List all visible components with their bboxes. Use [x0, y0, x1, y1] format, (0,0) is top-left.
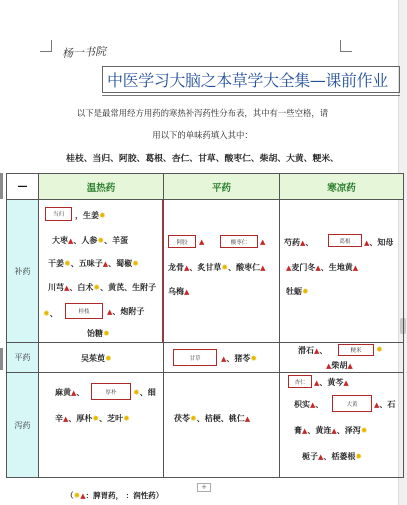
mushroom-drop-icon: ▲ [244, 415, 251, 423]
sun-icon: ✹ [250, 354, 258, 363]
answer-box[interactable]: 杏仁 [288, 375, 312, 388]
herb-text: 龙骨▲、炙甘草✹、酸枣仁▲ [168, 263, 266, 272]
mushroom-drop-icon: ▲ [302, 427, 308, 435]
herb-property-table [6, 173, 404, 478]
row-header-tonify: 补药 [7, 200, 39, 343]
sun-icon: ✹ [360, 426, 368, 435]
mushroom-drop-icon: ▲ [260, 238, 266, 246]
sun-icon: ✹ [103, 329, 110, 338]
herb-text: 大枣▲、人参✹、羊蛋 [52, 236, 129, 245]
herb-text: 芍药▲、 [284, 238, 314, 247]
mushroom-drop-icon: ▲ [64, 284, 70, 292]
herb-text: ▲、炮附子 [107, 307, 145, 316]
mushroom-drop-icon: ▲ [314, 347, 320, 355]
mushroom-drop-icon: ▲ [199, 238, 205, 246]
herb-text: ▲柴胡▲ [326, 361, 353, 370]
mushroom-drop-icon: ▲ [315, 264, 321, 272]
table-corner: — [7, 174, 39, 200]
cell-neutral-warm [39, 343, 164, 373]
herb-text: ▲、石 [374, 400, 396, 409]
mushroom-drop-icon: ▲ [68, 237, 74, 245]
title-rule [102, 95, 400, 96]
row-header-purge: 泻药 [7, 373, 39, 478]
cell-tonify-warm [39, 200, 164, 343]
answer-box[interactable]: 桂枝 [65, 303, 103, 319]
left-margin-bar [0, 348, 3, 370]
mushroom-drop-icon: ▲ [102, 260, 109, 268]
mushroom-drop-icon: ▲ [184, 288, 190, 296]
herb-list: 桂枝、当归、阿胶、葛根、杏仁、甘草、酸枣仁、柴胡、大黄、粳米、 [66, 154, 339, 164]
mushroom-drop-icon: ▲ [364, 239, 370, 247]
mushroom-drop-icon: ▲ [71, 389, 77, 397]
answer-box[interactable]: 阿胶 [168, 235, 196, 248]
mushroom-drop-icon: ▲ [314, 379, 320, 387]
legend: （✹▲：脾胃药， ：润性药） [66, 491, 164, 500]
answer-box[interactable]: 厚朴 [91, 383, 131, 400]
sun-icon: ✹ [355, 452, 363, 461]
cell-purge-cold [280, 373, 404, 478]
herb-text: 饴糖✹ [87, 329, 110, 338]
herb-text: 枳实▲、 [294, 400, 324, 409]
herb-text: 栀子▲、栝蒌根✹ [302, 452, 363, 461]
answer-box[interactable]: 酸枣仁 [220, 235, 258, 248]
cell-tonify-cold [280, 200, 404, 343]
mushroom-drop-icon: ▲ [326, 362, 332, 370]
answer-box[interactable]: 甘草 [173, 349, 217, 366]
sun-icon: ✹ [64, 259, 71, 268]
herb-text: 麻黄▲、 [55, 388, 85, 397]
herb-text [376, 345, 383, 354]
herb-text: ✹、 [43, 309, 58, 318]
sun-icon: ✹ [93, 283, 101, 292]
sun-icon: ✹ [43, 309, 50, 318]
sun-icon: ✹ [190, 414, 197, 423]
cell-neutral-cold [280, 343, 404, 373]
col-header-warm: 温热药 [39, 174, 164, 200]
mushroom-drop-icon: ▲ [300, 239, 306, 247]
margin-corner-mark [340, 40, 352, 52]
sun-icon: ✹ [133, 388, 140, 397]
col-header-cold: 寒凉药 [280, 174, 404, 200]
sun-icon: ✹ [123, 414, 130, 423]
herb-text: 干姜✹、五味子▲、蜀椒✹ [48, 259, 139, 268]
herb-text [199, 237, 204, 246]
herb-text: 乌梅▲ [168, 287, 190, 296]
sun-icon: ✹ [221, 263, 229, 272]
mushroom-drop-icon: ▲ [80, 492, 86, 500]
document-title: 中医学习大脑之本草学大全集—课前作业 [107, 71, 388, 90]
mushroom-drop-icon: ▲ [221, 355, 227, 363]
mushroom-drop-icon: ▲ [260, 264, 266, 272]
herb-text [260, 237, 265, 246]
cell-tonify-neutral [164, 200, 280, 343]
answer-box[interactable]: 当归 [45, 207, 72, 221]
cell-purge-neutral [164, 373, 280, 478]
cell-purge-warm [39, 373, 164, 478]
herb-text: 滑石▲、 [298, 346, 328, 355]
mushroom-drop-icon: ▲ [352, 264, 359, 272]
mushroom-drop-icon: ▲ [63, 415, 69, 423]
herb-text: ，生姜✹ [75, 211, 106, 220]
mushroom-drop-icon: ▲ [374, 401, 380, 409]
mushroom-drop-icon: ▲ [184, 264, 190, 272]
herb-text: ▲、黄芩▲ [314, 378, 349, 387]
sun-icon: ✹ [105, 354, 112, 363]
mushroom-drop-icon: ▲ [318, 453, 324, 461]
answer-box[interactable]: 大黄 [332, 395, 372, 412]
signature: 杨一书院 [61, 44, 107, 61]
left-margin-bar [0, 173, 3, 199]
intro-line-2: 用以下的单味药填入其中： [152, 130, 253, 140]
sun-icon: ✹ [99, 211, 106, 220]
herb-text: 茯苓✹、桔梗、桃仁▲ [174, 414, 251, 423]
mushroom-drop-icon: ▲ [347, 362, 353, 370]
title-box [102, 66, 400, 93]
sun-icon: ✹ [97, 236, 105, 245]
row-header-neutral: 平药 [7, 343, 39, 373]
sun-icon: ✹ [302, 287, 309, 296]
herb-text: 辛▲、厚朴✹、芝叶✹ [55, 414, 130, 423]
cell-neutral-neutral [164, 343, 280, 373]
sun-icon: ✹ [376, 345, 383, 354]
herb-text: 膏▲、黄连▲、泽泻✹ [294, 426, 368, 435]
add-row-button[interactable]: + [197, 483, 211, 492]
margin-corner-mark [40, 40, 52, 52]
mushroom-drop-icon: ▲ [343, 379, 349, 387]
sun-icon: ✹ [132, 259, 139, 268]
mushroom-drop-icon: ▲ [286, 264, 292, 272]
mushroom-drop-icon: ▲ [107, 308, 113, 316]
herb-text: ✹、细 [133, 388, 156, 397]
herb-text: ▲麦门冬▲、生地黄▲ [286, 263, 359, 272]
sun-icon: ✹ [92, 414, 100, 423]
mushroom-drop-icon: ▲ [331, 427, 337, 435]
col-header-neutral: 平药 [164, 174, 280, 200]
herb-text: ▲、猪苓✹ [221, 354, 258, 363]
answer-box[interactable]: 粳米 [338, 344, 374, 356]
answer-box[interactable]: 葛根 [328, 234, 362, 247]
herb-text: 吴茱萸✹ [81, 354, 112, 363]
herb-text: 川芎▲、白术✹、黄芪、生附子 [48, 283, 157, 292]
mushroom-drop-icon: ▲ [310, 401, 316, 409]
sun-icon: ✹ [73, 491, 81, 500]
herb-text: 牡蛎✹ [286, 287, 309, 296]
herb-text: ▲、知母 [364, 238, 394, 247]
intro-line-1: 以下是最常用经方用药的寒热补泻药性分布表，其中有一些空格，请 [76, 108, 329, 118]
